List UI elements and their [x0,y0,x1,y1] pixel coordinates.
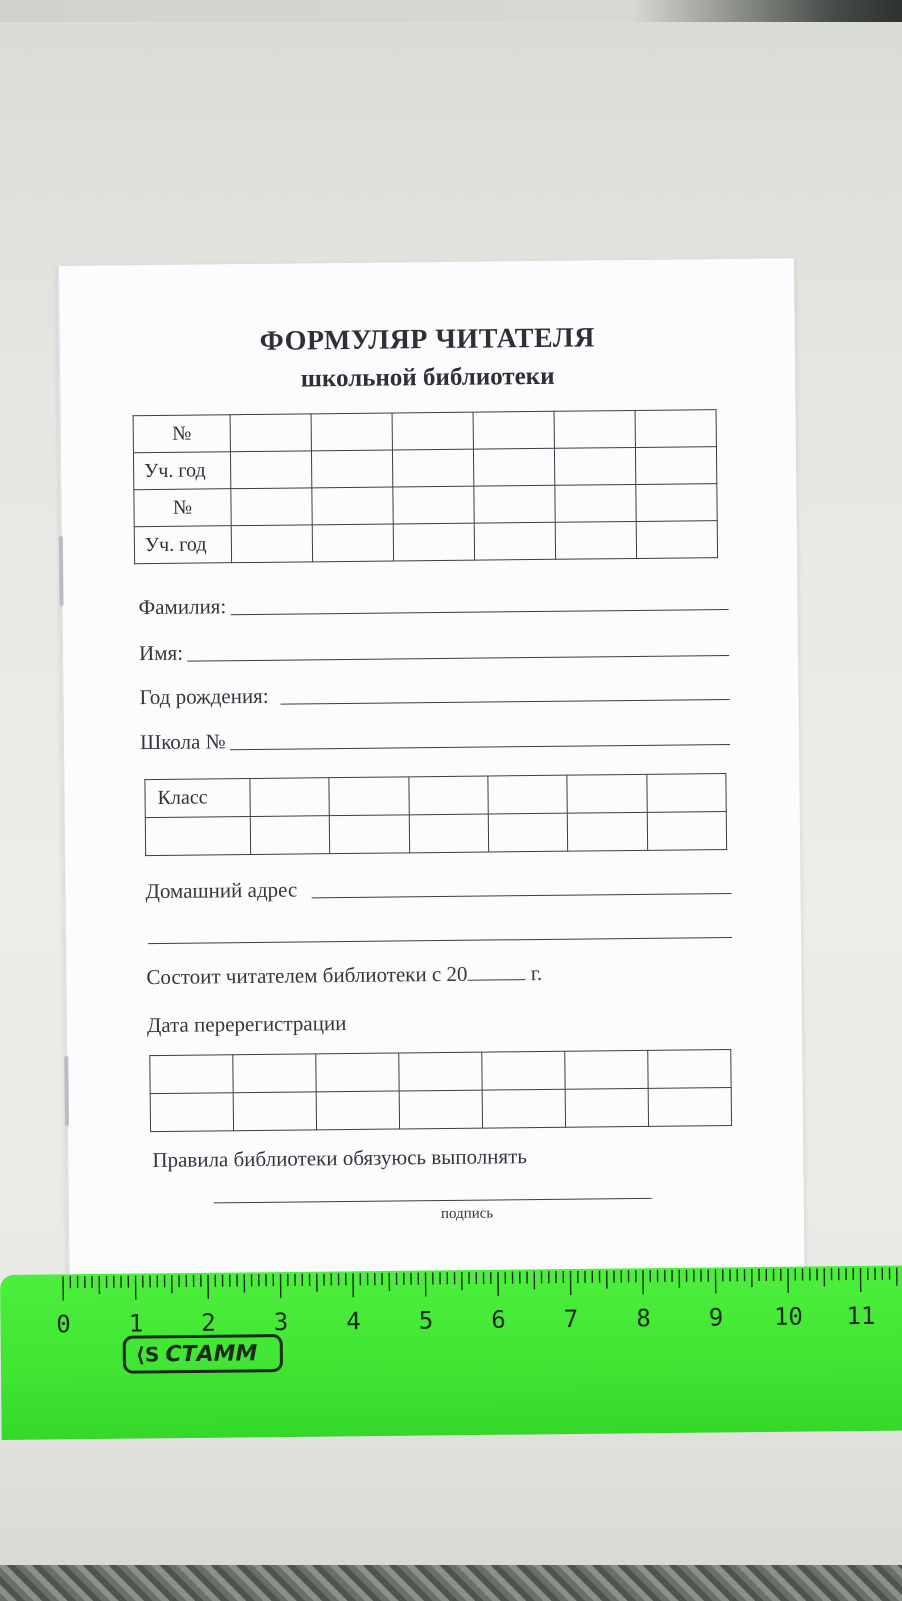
green-ruler [0,1266,902,1440]
surname-field[interactable] [138,589,728,620]
member-since-text [146,961,542,990]
background-top-band [0,0,902,22]
row-label-year: Уч. год [134,526,231,564]
staple [64,1056,69,1126]
school-label: Школа № [139,729,226,755]
ruler-brand-name: СТАММ [165,1340,258,1367]
form-subtitle: школьной библиотеки [300,362,555,393]
rules-text: Правила библиотеки обязуюсь выполнять [152,1144,528,1173]
address-field[interactable] [145,873,731,904]
row-label-number: № [134,489,231,527]
number-year-table [133,409,719,564]
surname-label: Фамилия: [138,594,227,620]
class-label: Класс [145,779,250,818]
row-label-number: № [133,415,230,453]
ruler-brand-badge [123,1334,283,1374]
row-label-year: Уч. год [133,452,230,490]
reader-form-sheet [57,258,805,1306]
reregistration-table [149,1049,732,1132]
ruler-number: 9 [708,1303,724,1332]
member-since-year-blank[interactable] [467,965,525,981]
ruler-number: 3 [273,1307,289,1337]
ruler-number: 10 [773,1302,804,1331]
birth-year-label: Год рождения: [139,683,269,710]
form-title: ФОРМУЛЯР ЧИТАТЕЛЯ [259,322,596,357]
member-since-prefix: Состоит читателем библиотеки с 20 [146,961,468,990]
name-label: Имя: [138,640,184,666]
class-table [144,773,727,856]
ruler-number: 4 [346,1307,361,1336]
address-line-2[interactable] [148,937,732,944]
reregistration-label: Дата перерегистрации [146,1011,347,1038]
signature-line[interactable] [214,1198,652,1204]
ruler-number: 0 [56,1310,71,1339]
birth-year-field[interactable] [139,679,729,710]
brand-logo-icon: ⟨S [135,1342,160,1367]
member-since-suffix: г. [530,960,543,986]
ruler-number: 7 [563,1304,579,1334]
ruler-number: 11 [846,1301,876,1331]
ruler-number: 6 [491,1305,506,1334]
ruler-number: 1 [128,1309,144,1338]
school-field[interactable] [140,724,730,755]
ruler-number: 2 [201,1308,216,1337]
signature-caption: подпись [440,1205,494,1223]
staple [59,536,64,606]
background-fabric [0,1565,902,1601]
ruler-number: 5 [418,1306,434,1335]
address-label: Домашний адрес [145,877,298,904]
name-field[interactable] [139,635,729,666]
ruler-number: 8 [636,1304,651,1333]
